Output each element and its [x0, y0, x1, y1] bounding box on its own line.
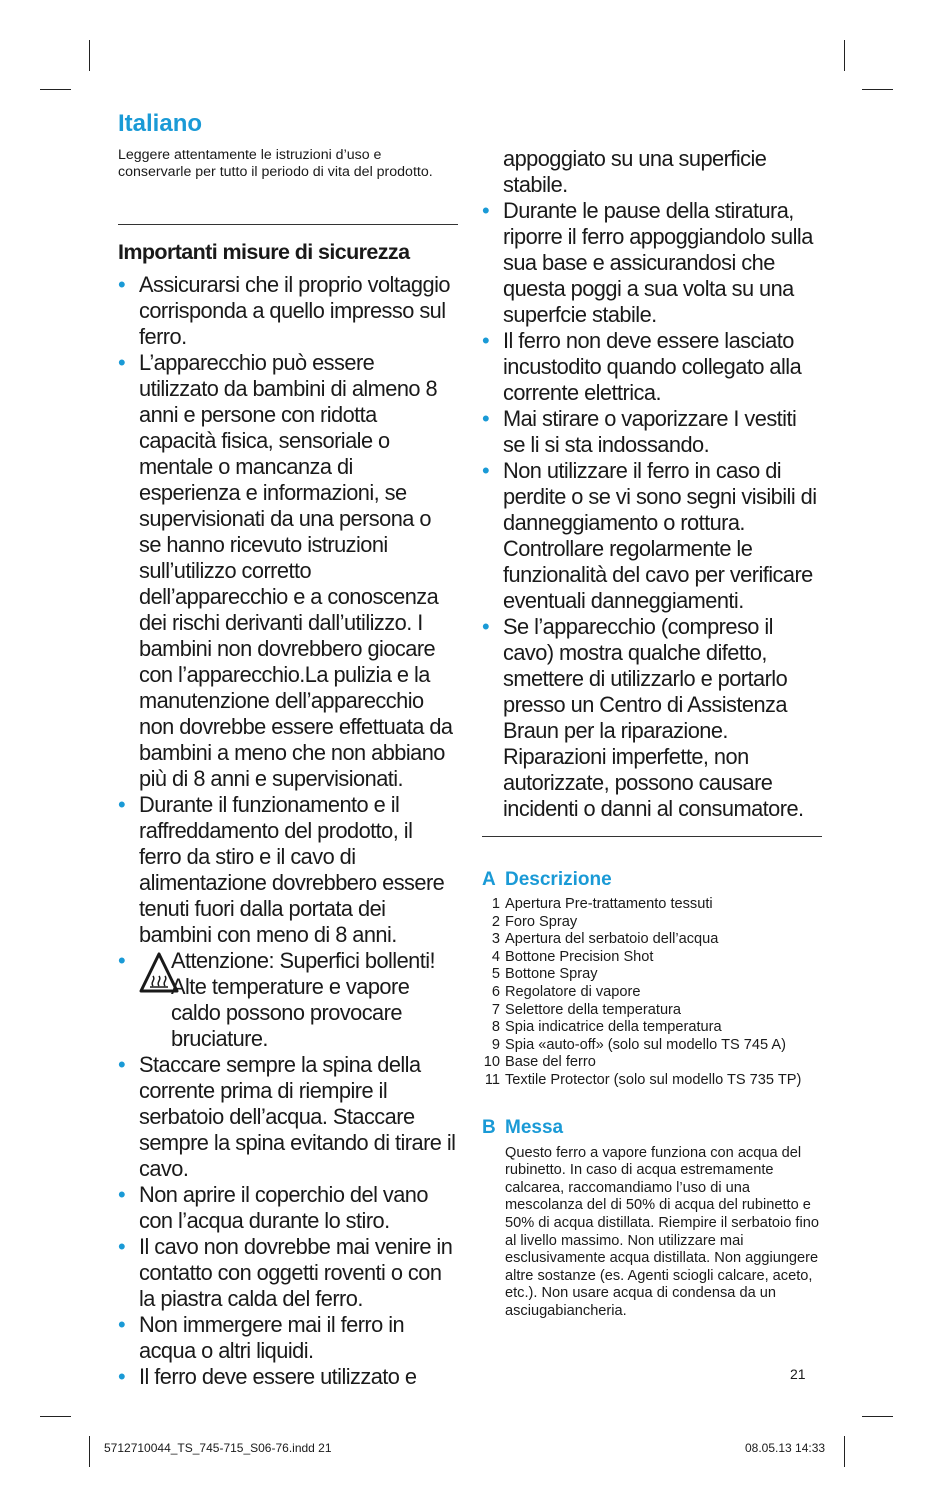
divider	[118, 224, 458, 225]
list-item: 7 Selettore della temperatura	[491, 1001, 682, 1018]
list-item: 5 Bottone Spray	[491, 966, 598, 983]
crop-mark	[844, 40, 845, 71]
list-item: 1 Apertura Pre-trattamento tessuti	[491, 896, 713, 912]
footer-file: 5712710044_TS_745-715_S06-76.indd 21	[104, 1441, 332, 1455]
divider	[482, 836, 822, 837]
list-item: • L’apparecchio può essere utilizzato da bambini di almeno 8 anni e persone con ridotta capacità fisica, sensoriale o mentale o mancanza di esperienza e informazioni, se supervisionati da una persona o se hanno ricevuto istruzioni sull’utilizzo corretto dell’apparecchio e a conoscenza dei rischi derivanti dall’utilizzo. I bambini non dovrebbero giocare con l’apparecchio.La pulizia e la manutenzione dell’apparecchio non dovrebbe essere effettuata da bambini a meno che non abbiano più di 8 anni e supervisionati.	[118, 350, 458, 792]
section-title: Messa	[505, 1116, 564, 1138]
crop-mark	[40, 89, 71, 90]
list-item: • Non aprire il coperchio del vano con l’acqua durante lo stiro.	[118, 1182, 458, 1234]
crop-mark	[40, 1416, 71, 1417]
list-item: 6 Regolatore di vapore	[491, 983, 641, 1000]
section-letter: B	[482, 1116, 496, 1138]
list-item: • Non utilizzare il ferro in caso di perdite o se vi sono segni visibili di danneggiamento o rottura. Controllare regolarmente le funzionalità del cavo per verificare eventuali danneggiamenti.	[482, 458, 822, 614]
intro-text: Leggere attentamente le istruzioni d’uso e conservarle per tutto il periodo di vita del prodotto.	[118, 147, 433, 181]
list-item: 9 Spia «auto-off» (solo sul modello TS 745 A)	[491, 1036, 786, 1053]
section-b-text: Questo ferro a vapore funziona con acqua del rubinetto. In caso di acqua estremamente calcarea, raccomandiamo l’uso di una mescolanza del di 50% di acqua del rubinetto e 50% di acqua distillata. Riempire il serbatoio fino al livello massimo. Non utilizzare mai esclusivamente acqua distillata. Non aggiungere altre sostanze (es. Agenti sciogli calcare, aceto, etc.). Non usare acqua di condensa da un asciugabiancheria.	[505, 1144, 819, 1319]
safety-list-continued	[482, 198, 822, 822]
safety-heading: Importanti misure di sicurezza	[118, 239, 410, 264]
crop-mark	[89, 1436, 90, 1467]
list-item: • Non immergere mai il ferro in acqua o altri liquidi.	[118, 1312, 458, 1364]
list-item-warning	[118, 948, 458, 1052]
list-item: 8 Spia indicatrice della temperatura	[491, 1019, 722, 1036]
warning-text: • Attenzione: Superfici bollenti! Alte temperature e vapore caldo possono provocare bruciature.	[171, 947, 436, 1051]
crop-mark	[862, 89, 893, 90]
list-item: • Assicurarsi che il proprio voltaggio corrisponda a quello impresso sul ferro.	[118, 272, 458, 350]
left-column	[118, 110, 458, 1390]
list-item: 3 Apertura del serbatoio dell’acqua	[491, 931, 719, 948]
list-item: • Durante le pause della stiratura, riporre il ferro appoggiandolo sulla sua base e assicurandosi che questa poggi a sua volta su una superfcie stabile.	[482, 198, 822, 328]
list-item: 4 Bottone Precision Shot	[491, 948, 654, 965]
list-item: • Se l’apparecchio (compreso il cavo) mostra qualche difetto, smettere di utilizzarlo e portarlo presso un Centro di Assistenza Braun per la riparazione. Riparazioni imperfette, non autorizzate, possono causare incidenti o danni al consumatore.	[482, 614, 822, 822]
list-item: 2 Foro Spray	[491, 913, 578, 930]
list-item: 11 Textile Protector (solo sul modello TS 735 TP)	[484, 1071, 802, 1088]
list-item: • Staccare sempre la spina della corrente prima di riempire il serbatoio dell’acqua. Staccare sempre la spina evitando di tirare il cavo.	[118, 1052, 458, 1182]
section-letter: A	[482, 869, 496, 890]
list-item: • Il ferro non deve essere lasciato incustodito quando collegato alla corrente elettrica.	[482, 328, 822, 406]
footer-date: 08.05.13 14:33	[745, 1441, 826, 1455]
list-item: • Il ferro deve essere utilizzato e	[118, 1364, 458, 1390]
crop-mark	[89, 40, 90, 71]
safety-list	[118, 272, 458, 1390]
page-title: Italiano	[118, 110, 203, 137]
list-item: 10 Base del ferro	[483, 1054, 596, 1071]
section-a-heading	[482, 868, 822, 892]
section-b-heading	[482, 1116, 822, 1140]
list-item: • Mai stirare o vaporizzare I vestiti se li si sta indossando.	[482, 406, 822, 458]
page-number: 21	[790, 1366, 806, 1382]
continued-text: appoggiato su una superficie stabile.	[503, 146, 767, 197]
warning-block	[139, 948, 458, 1052]
parts-list	[482, 896, 822, 1090]
right-column	[482, 146, 822, 1320]
crop-mark	[844, 1436, 845, 1467]
crop-mark	[862, 1416, 893, 1417]
list-item: • Durante il funzionamento e il raffreddamento del prodotto, il ferro da stiro e il cavo di alimentazione dovrebbero essere tenuti fuori dalla portata dei bambini con meno di 8 anni.	[118, 792, 458, 948]
section-title: Descrizione	[505, 869, 612, 890]
list-item: • Il cavo non dovrebbe mai venire in contatto con oggetti roventi o con la piastra calda del ferro.	[118, 1234, 458, 1312]
